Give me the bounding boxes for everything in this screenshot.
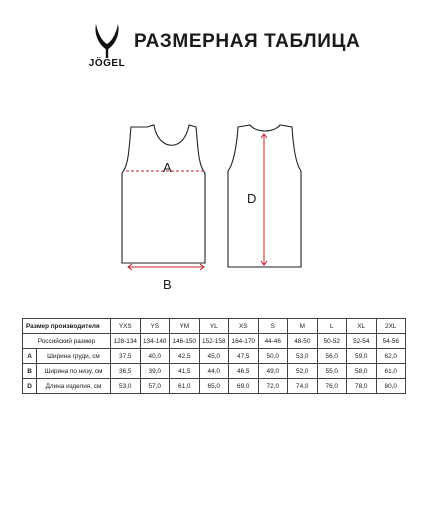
measurement-value: 58,0 xyxy=(347,364,377,379)
measurement-value: 74,0 xyxy=(288,379,318,394)
measurement-value: 52,0 xyxy=(288,364,318,379)
russian-size-label: Российский размер xyxy=(23,334,111,349)
measurement-value: 53,0 xyxy=(111,379,141,394)
manufacturer-size-cell: M xyxy=(288,319,318,334)
measurement-value: 55,0 xyxy=(317,364,347,379)
table-row xyxy=(23,364,406,379)
label-a: A xyxy=(163,160,172,175)
measurement-value: 41,5 xyxy=(170,364,200,379)
russian-size-cell: 52-54 xyxy=(347,334,377,349)
russian-size-cell: 44-46 xyxy=(258,334,288,349)
measurement-value: 49,0 xyxy=(258,364,288,379)
label-b: B xyxy=(163,277,172,292)
russian-size-cell: 164-170 xyxy=(229,334,259,349)
russian-size-cell: 152-158 xyxy=(199,334,229,349)
russian-size-cell: 50-52 xyxy=(317,334,347,349)
measurement-value: 72,0 xyxy=(258,379,288,394)
russian-size-cell: 146-150 xyxy=(170,334,200,349)
size-table xyxy=(22,318,406,394)
measurement-value: 39,0 xyxy=(140,364,170,379)
measurement-label: Ширина по низу, см xyxy=(37,364,111,379)
manufacturer-size-cell: 2XL xyxy=(376,319,406,334)
measurement-value: 61,0 xyxy=(170,379,200,394)
manufacturer-size-cell: S xyxy=(258,319,288,334)
measurement-value: 42,5 xyxy=(170,349,200,364)
manufacturer-size-cell: YXS xyxy=(111,319,141,334)
front-view-shape xyxy=(122,125,205,263)
manufacturer-size-cell: XS xyxy=(229,319,259,334)
page-title: РАЗМЕРНАЯ ТАБЛИЦА xyxy=(134,31,361,52)
manufacturer-size-cell: YM xyxy=(170,319,200,334)
measurement-code: B xyxy=(23,364,37,379)
russian-size-cell: 54-56 xyxy=(376,334,406,349)
measurement-label: Длина изделия, см xyxy=(37,379,111,394)
measurement-value: 61,0 xyxy=(376,364,406,379)
measurement-value: 46,5 xyxy=(229,364,259,379)
measurement-value: 78,0 xyxy=(347,379,377,394)
measurement-label: Ширина груди, см xyxy=(37,349,111,364)
measurement-value: 45,0 xyxy=(199,349,229,364)
manufacturer-size-label: Размер производителя xyxy=(23,319,111,334)
manufacturer-size-cell: XL xyxy=(347,319,377,334)
manufacturer-size-cell: YL xyxy=(199,319,229,334)
logo-text: JÖGEL xyxy=(88,58,126,69)
measurement-value: 62,0 xyxy=(376,349,406,364)
measurement-value: 80,0 xyxy=(376,379,406,394)
table-row xyxy=(23,379,406,394)
manufacturer-size-cell: YS xyxy=(140,319,170,334)
table-row xyxy=(23,349,406,364)
russian-size-cell: 48-50 xyxy=(288,334,318,349)
measurement-value: 50,0 xyxy=(258,349,288,364)
measurement-value: 76,0 xyxy=(317,379,347,394)
measurement-value: 40,0 xyxy=(140,349,170,364)
manufacturer-size-cell: L xyxy=(317,319,347,334)
russian-size-cell: 134-140 xyxy=(140,334,170,349)
measurement-value: 44,0 xyxy=(199,364,229,379)
measurement-value: 37,5 xyxy=(111,349,141,364)
measurement-value: 57,0 xyxy=(140,379,170,394)
table-row-russian xyxy=(23,334,406,349)
measurement-value: 69,0 xyxy=(229,379,259,394)
label-d: D xyxy=(247,191,257,206)
garment-diagram xyxy=(110,115,310,290)
measurement-value: 59,0 xyxy=(347,349,377,364)
measurement-value: 53,0 xyxy=(288,349,318,364)
header xyxy=(0,0,428,80)
measurement-code: D xyxy=(23,379,37,394)
measurement-value: 65,0 xyxy=(199,379,229,394)
measurement-value: 56,0 xyxy=(317,349,347,364)
measurement-value: 36,5 xyxy=(111,364,141,379)
measurement-value: 47,5 xyxy=(229,349,259,364)
measurement-code: A xyxy=(23,349,37,364)
table-row-manufacturer xyxy=(23,319,406,334)
russian-size-cell: 128-134 xyxy=(111,334,141,349)
